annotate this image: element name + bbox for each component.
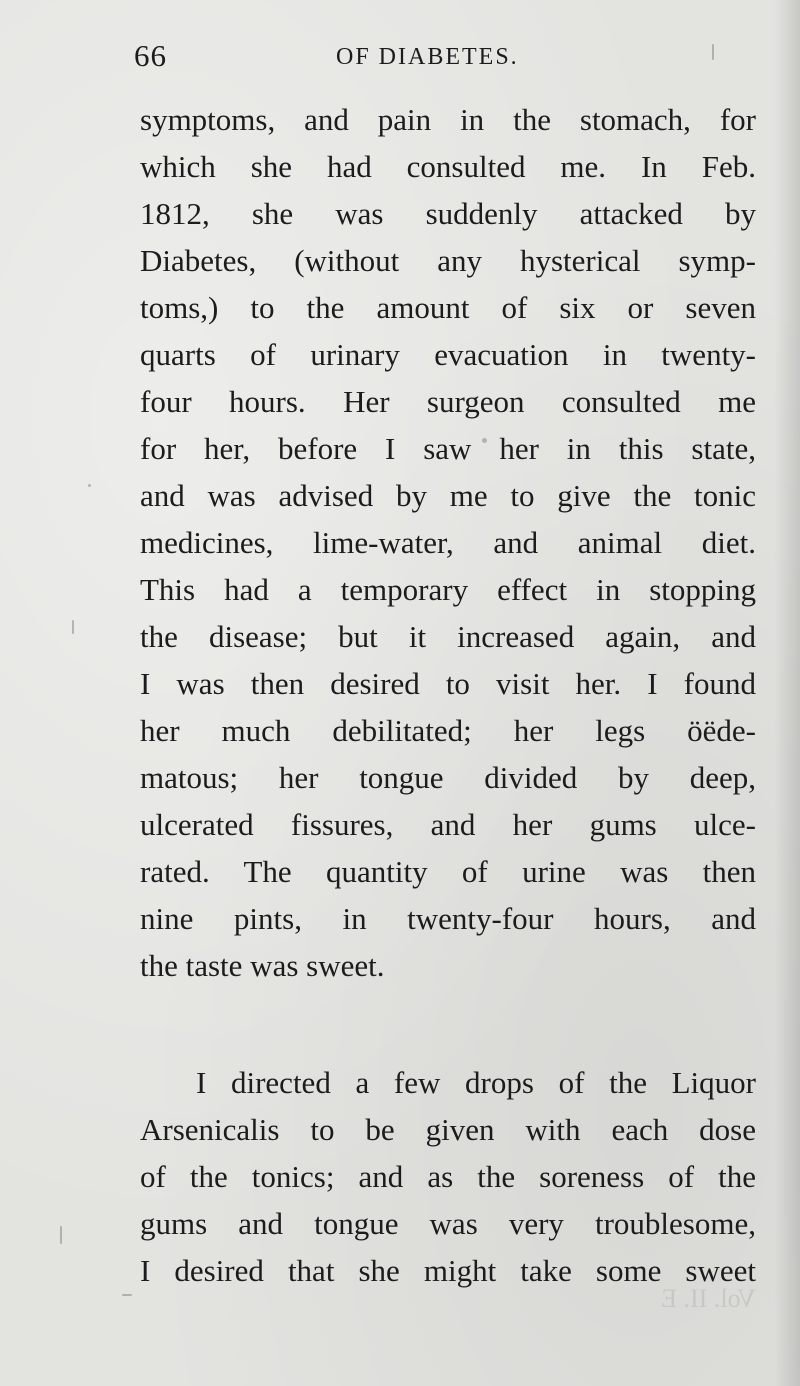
text-line: toms,) to the amount of six or seven xyxy=(140,290,756,325)
speck xyxy=(60,1226,62,1244)
text-line: which she had consulted me. In Feb. xyxy=(140,149,756,184)
text-line: for her, before I saw her in this state, xyxy=(140,431,756,466)
text-line: This had a temporary effect in stopping xyxy=(140,572,756,607)
page-edge-shadow xyxy=(774,0,800,1386)
text-line: of the tonics; and as the soreness of the xyxy=(140,1159,756,1194)
paragraph-1 xyxy=(140,96,756,989)
text-line: matous; her tongue divided by deep, xyxy=(140,760,756,795)
text-line: the disease; but it increased again, and xyxy=(140,619,756,654)
speck xyxy=(122,1294,132,1296)
page-number: 66 xyxy=(134,38,167,73)
text-line: quarts of urinary evacuation in twenty- xyxy=(140,337,756,372)
text-line: her much debilitated; her legs öëde- xyxy=(140,713,756,748)
speck xyxy=(482,438,487,443)
text-line: four hours. Her surgeon consulted me xyxy=(140,384,756,419)
text-line: medicines, lime-water, and animal diet. xyxy=(140,525,756,560)
text-line: symptoms, and pain in the stomach, for xyxy=(140,102,756,137)
text-line: I was then desired to visit her. I found xyxy=(140,666,756,701)
running-head: OF DIABETES. xyxy=(336,44,519,70)
text-line: I directed a few drops of the Liquor xyxy=(196,1065,756,1100)
bleed-through-text: Vol. II. E xyxy=(661,1284,756,1313)
text-line: the taste was sweet. xyxy=(140,948,385,983)
text-line: gums and tongue was very troublesome, xyxy=(140,1206,756,1241)
speck xyxy=(72,620,74,634)
text-line: I desired that she might take some sweet xyxy=(140,1253,756,1288)
speck xyxy=(712,44,714,60)
text-line: nine pints, in twenty-four hours, and xyxy=(140,901,756,936)
text-line: ulcerated fissures, and her gums ulce- xyxy=(140,807,756,842)
text-line: Arsenicalis to be given with each dose xyxy=(140,1112,756,1147)
text-line: Diabetes, (without any hysterical symp- xyxy=(140,243,756,278)
page-header xyxy=(0,38,800,88)
speck xyxy=(88,484,91,487)
text-line: and was advised by me to give the tonic xyxy=(140,478,756,513)
paragraph-2 xyxy=(140,1059,756,1294)
text-line: 1812, she was suddenly attacked by xyxy=(140,196,756,231)
body-text xyxy=(140,96,756,1294)
text-line: rated. The quantity of urine was then xyxy=(140,854,756,889)
paragraph-gap xyxy=(140,989,756,1059)
